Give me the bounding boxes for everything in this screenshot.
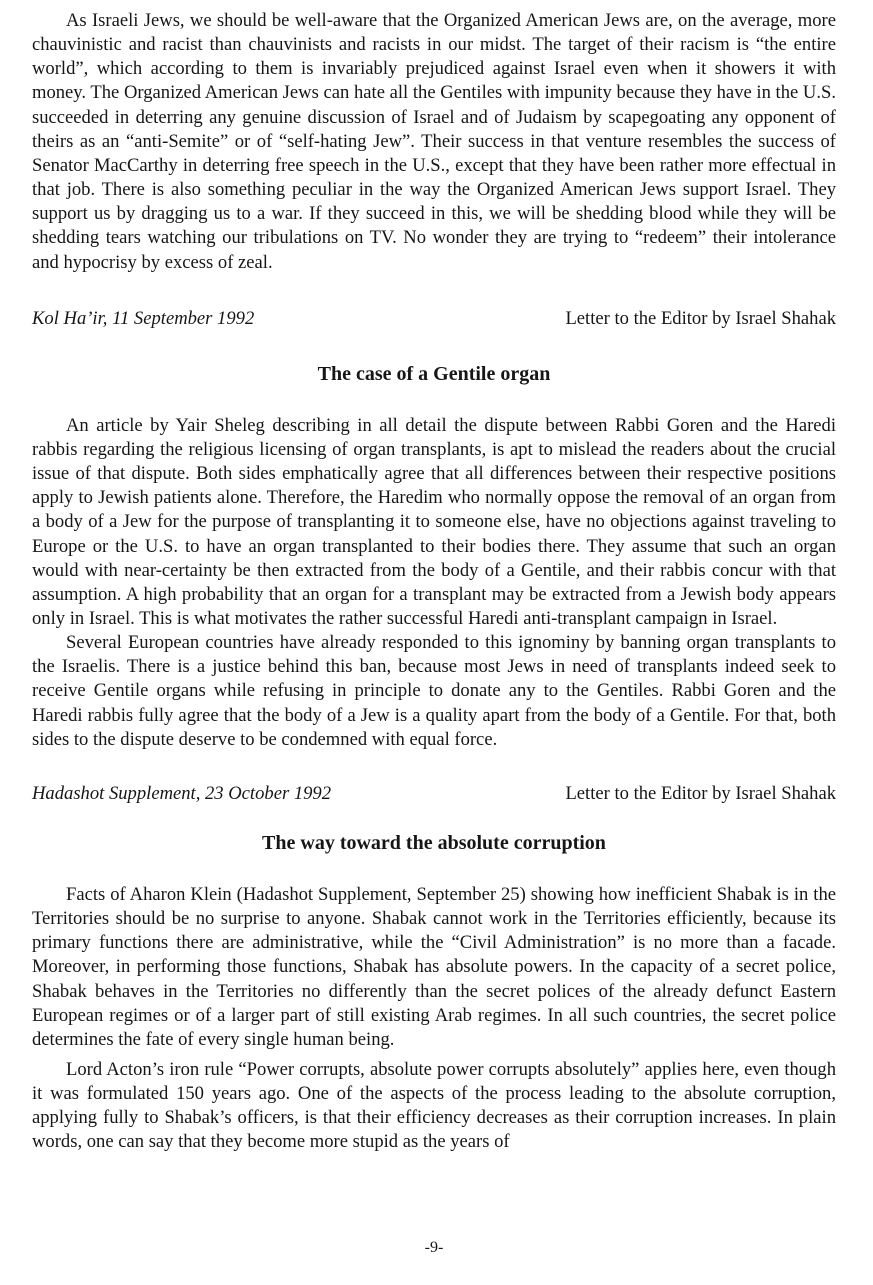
byline: Letter to the Editor by Israel Shahak: [565, 307, 836, 329]
paragraph: Facts of Aharon Klein (Hadashot Supplement, September 25) showing how inefficient Shabak is in the Territories should be no surprise to anyone. Shabak cannot work in the Territories efficiently, because its primary functions there are administrative, while the “Civil Administration” is no more than a facade. Moreover, in performing those functions, Shabak has absolute powers. In the capacity of a secret police, Shabak behaves in the Territories no differently than the secret polices of the already defunct Eastern European regimes or of a larger part of still existing Arab regimes. In all such countries, the secret police determines the fate of every single human being.: [32, 883, 836, 1050]
section-heading: The way toward the absolute corruption: [262, 831, 606, 854]
source-line: [32, 307, 836, 331]
document-page: [32, 0, 836, 1256]
paragraph: Several European countries have already responded to this ignominy by banning organ transplants to the Israelis. There is a justice behind this ban, because most Jews in need of transplants indeed seek to receive Gentile organs while refusing in principle to donate any to the Gentiles. Rabbi Goren and the Haredi rabbis fully agree that the body of a Jew is a quality apart from the body of a Gentile. For that, both sides to the dispute deserve to be condemned with equal force.: [32, 632, 836, 750]
paragraph: Lord Acton’s iron rule “Power corrupts, absolute power corrupts absolutely” applies here, even though it was formulated 150 years ago. One of the aspects of the process leading to the absolute corruption, applying fully to Shabak’s officers, is that their efficiency decreases as their corruption increases. In plain words, one can say that they become more stupid as the years of: [32, 1059, 836, 1153]
source-line: [32, 782, 836, 806]
section-heading: The case of a Gentile organ: [317, 362, 551, 385]
byline: Letter to the Editor by Israel Shahak: [565, 782, 836, 804]
paragraph: An article by Yair Sheleg describing in all detail the dispute between Rabbi Goren and the Haredi rabbis regarding the religious licensing of organ transplants, is apt to mislead the readers about the crucial issue of that dispute. Both sides emphatically agree that all differences between their respective positions apply to Jewish patients alone. Therefore, the Haredim who normally oppose the removal of an organ from a body of a Jew for the purpose of transplanting it to someone else, have no objections against traveling to Europe or the U.S. to have an organ transplanted to their bodies there. They assume that such an organ would with near-certainty be then extracted from the body of a Gentile, and their rabbis concur with that assumption. A high probability that an organ for a transplant may be extracted from a Jewish body appears only in Israel. This is what motivates the rather successful Haredi anti-transplant campaign in Israel.: [32, 414, 836, 629]
source-citation: Kol Ha’ir, 11 September 1992: [32, 307, 255, 329]
source-citation: Hadashot Supplement, 23 October 1992: [32, 782, 332, 804]
paragraph: As Israeli Jews, we should be well-aware that the Organized American Jews are, on the average, more chauvinistic and racist than chauvinists and racists in our midst. The target of their racism is “the entire world”, which according to them is invariably prejudiced against Israel even when it showers it with money. The Organized American Jews can hate all the Gentiles with impunity because they have in the U.S. succeeded in deterring any genuine discussion of Israel and of Judaism by scapegoating any opponent of theirs as an “anti-Semite” or of “self-hating Jew”. Their success in that venture resembles the success of Senator MacCarthy in deterring free speech in the U.S., except that they have been rather more effectual in that job. There is also something peculiar in the way the Organized American Jews support Israel. They support us by dragging us to a war. If they succeed in this, we will be shedding blood while they will be shedding tears watching our tribulations on TV. No wonder they are trying to “redeem” their intolerance and hypocrisy by excess of zeal.: [32, 10, 836, 273]
page-number: -9-: [424, 1239, 444, 1256]
